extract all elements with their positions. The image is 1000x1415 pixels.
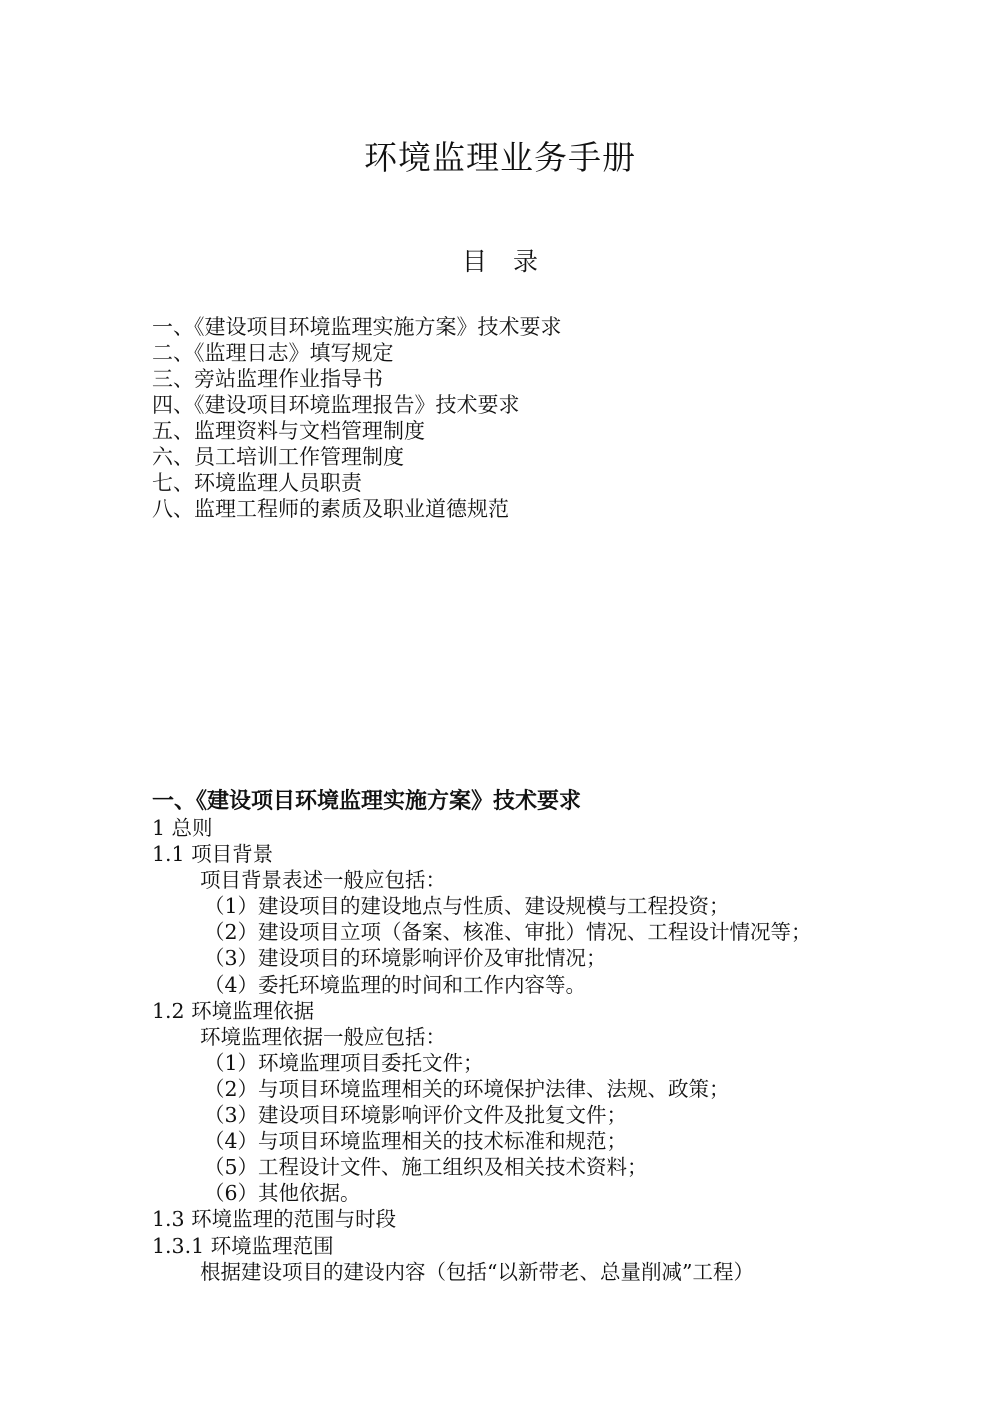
section-body (152, 815, 812, 1285)
toc-item: 四、《建设项目环境监理报告》技术要求 (152, 393, 520, 417)
subsection-heading: 1.1 项目背景 (152, 842, 274, 867)
paragraph-line: 根据建设项目的建设内容（包括“以新带老、总量削减”工程） (200, 1259, 754, 1284)
toc-item: 五、监理资料与文档管理制度 (152, 419, 425, 443)
section-heading: 一、《建设项目环境监理实施方案》技术要求 (152, 789, 582, 814)
toc-item: 二、《监理日志》填写规定 (152, 341, 394, 365)
list-item: （3）建设项目环境影响评价文件及批复文件； (204, 1103, 628, 1128)
toc-item: 三、旁站监理作业指导书 (152, 367, 383, 391)
subsection-heading: 1.2 环境监理依据 (152, 998, 315, 1023)
list-item: （4）委托环境监理的时间和工作内容等。 (204, 972, 587, 997)
paragraph-line: 项目背景表述一般应包括： (200, 868, 446, 893)
toc-item: 八、监理工程师的素质及职业道德规范 (152, 497, 509, 521)
toc-item: 七、环境监理人员职责 (152, 471, 362, 495)
toc-item: 一、《建设项目环境监理实施方案》技术要求 (152, 315, 562, 339)
list-item: （3）建设项目的环境影响评价及审批情况； (204, 946, 607, 971)
toc-item: 六、员工培训工作管理制度 (152, 445, 404, 469)
toc-heading: 目 录 (462, 247, 538, 276)
subsection-heading: 1 总则 (152, 816, 213, 840)
list-item: （5）工程设计文件、施工组织及相关技术资料； (204, 1155, 648, 1180)
list-item: （1）建设项目的建设地点与性质、建设规模与工程投资； (204, 894, 730, 919)
subsection-heading: 1.3 环境监理的范围与时段 (152, 1207, 397, 1232)
list-item: （6）其他依据。 (204, 1181, 361, 1206)
subsection-heading: 1.3.1 环境监理范围 (152, 1233, 334, 1258)
list-item: （2）建设项目立项（备案、核准、审批）情况、工程设计情况等； (204, 920, 812, 945)
list-item: （2）与项目环境监理相关的环境保护法律、法规、政策； (204, 1076, 730, 1101)
list-item: （1）环境监理项目委托文件； (204, 1050, 484, 1075)
list-item: （4）与项目环境监理相关的技术标准和规范； (204, 1129, 628, 1154)
table-of-contents (152, 314, 562, 522)
document-title: 环境监理业务手册 (364, 138, 636, 177)
paragraph-line: 环境监理依据一般应包括： (200, 1024, 446, 1049)
